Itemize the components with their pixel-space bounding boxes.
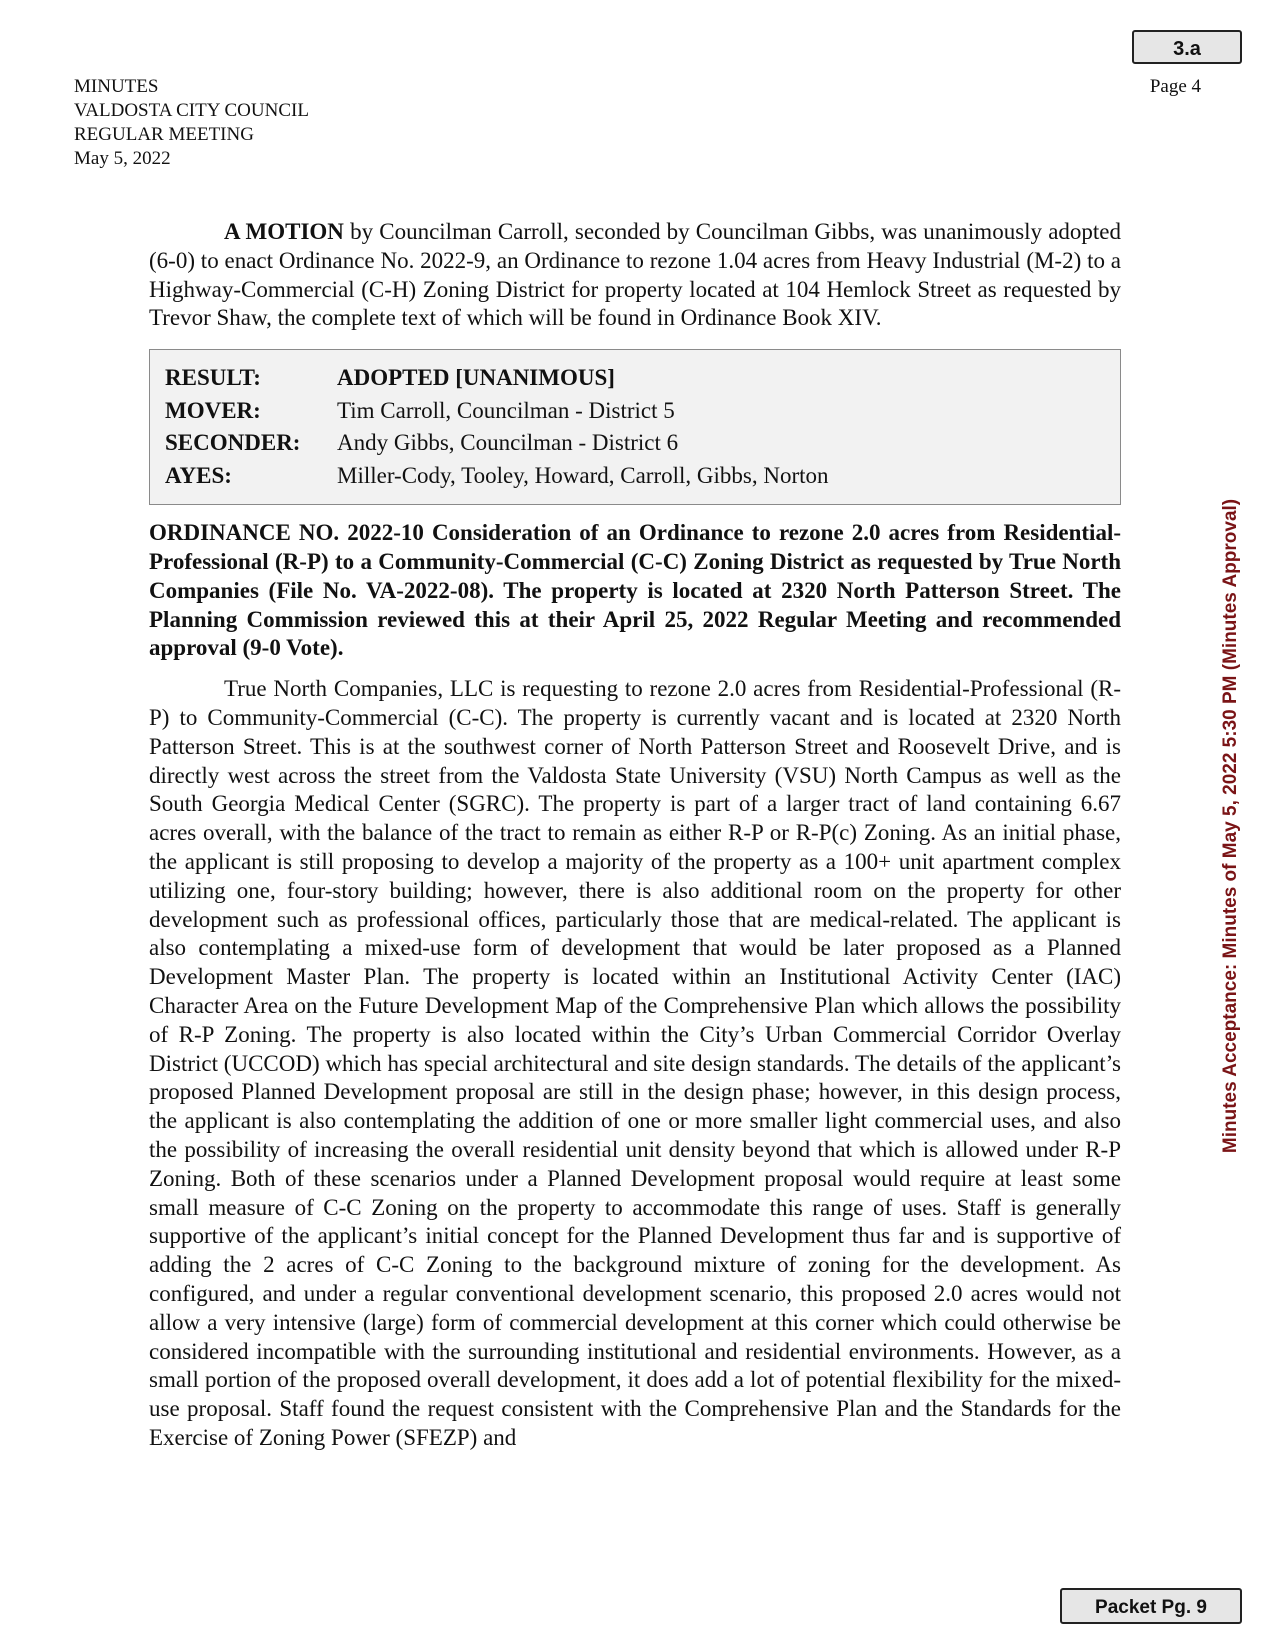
- minutes-acceptance-note: Minutes Acceptance: Minutes of May 5, 2022 5:30 PM (Minutes Approval): [1220, 498, 1241, 1154]
- packet-page-label: Packet Pg. 9: [1060, 1588, 1242, 1624]
- mover-label: MOVER:: [165, 397, 261, 423]
- vote-result-box: [149, 349, 1121, 505]
- header-date: May 5, 2022: [74, 148, 171, 169]
- ayes-label: AYES:: [165, 462, 232, 488]
- page-number: Page 4: [1149, 76, 1201, 97]
- result-value: ADOPTED [UNANIMOUS]: [337, 365, 615, 391]
- mover-row: [165, 395, 1104, 428]
- motion-lead: A MOTION: [224, 219, 344, 244]
- header-line: MINUTES: [74, 76, 159, 97]
- result-row: [165, 362, 1104, 395]
- header-line: VALDOSTA CITY COUNCIL: [74, 100, 309, 121]
- seconder-row: [165, 427, 1104, 460]
- motion-paragraph: [149, 218, 1121, 333]
- ordinance-body: True North Companies, LLC is requesting to rezone 2.0 acres from Residential-Professional (R-P) to Community-Commercial (C-C). The property is currently vacant and is located at 2320 North Patterson Street. This is at the southwest corner of North Patterson Street and Roosevelt Drive, and is directly west across the street from the Valdosta State University (VSU) North Campus as well as the South Georgia Medical Center (SGRC). The property is part of a larger tract of land containing 6.67 acres overall, with the balance of the tract to remain as either R-P or R-P(c) Zoning. As an initial phase, the applicant is still proposing to develop a majority of the property as a 100+ unit apartment complex utilizing one, four-story building; however, there is also additional room on the property for other development such as professional offices, particularly those that are medical-related. The applicant is also contemplating a mixed-use form of development that would be later proposed as a Planned Development Master Plan. The property is located within an Institutional Activity Center (IAC) Character Area on the Future Development Map of the Comprehensive Plan which allows the possibility of R-P Zoning. The property is also located within the City’s Urban Commercial Corridor Overlay District (UCCOD) which has special architectural and site design standards. The details of the applicant’s proposed Planned Development proposal are still in the design phase; however, in this design process, the applicant is also contemplating the addition of one or more smaller light commercial uses, and also the possibility of increasing the overall residential unit density beyond that which is allowed under R-P Zoning. Both of these scenarios under a Planned Development proposal would require at least some small measure of C-C Zoning on the property to accommodate this range of uses. Staff is generally supportive of the applicant’s initial concept for the Planned Development thus far and is supportive of adding the 2 acres of C-C Zoning to the background mixture of zoning for the development. As configured, and under a regular conventional development scenario, this proposed 2.0 acres would not allow a very intensive (large) form of commercial development at this corner which could otherwise be considered incompatible with the surrounding institutional and residential environments. However, as a small portion of the proposed overall development, it does add a lot of potential flexibility for the mixed-use proposal. Staff found the request consistent with the Comprehensive Plan and the Standards for the Exercise of Zoning Power (SFEZP) and: [149, 676, 1121, 1450]
- ayes-value: Miller-Cody, Tooley, Howard, Carroll, Gibbs, Norton: [337, 462, 829, 488]
- ordinance-heading: ORDINANCE NO. 2022-10 Consideration of an Ordinance to rezone 2.0 acres from Residential-Professional (R-P) to a Community-Commercial (C-C) Zoning District as requested by True North Companies (File No. VA-2022-08). The property is located at 2320 North Patterson Street. The Planning Commission reviewed this at their April 25, 2022 Regular Meeting and recommended approval (9-0 Vote).: [149, 520, 1121, 661]
- result-label: RESULT:: [165, 365, 261, 391]
- document-body: [149, 218, 1121, 1453]
- document-header: [74, 75, 309, 171]
- attachment-tag: 3.a: [1132, 30, 1242, 64]
- motion-text: by Councilman Carroll, seconded by Councilman Gibbs, was unanimously adopted (6-0) to enact Ordinance No. 2022-9, an Ordinance to rezone 1.04 acres from Heavy Industrial (M-2) to a Highway-Commercial (C-H) Zoning District for property located at 104 Hemlock Street as requested by Trevor Shaw, the complete text of which will be found in Ordinance Book XIV.: [149, 219, 1122, 331]
- seconder-label: SECONDER:: [165, 430, 301, 456]
- mover-value: Tim Carroll, Councilman - District 5: [337, 397, 675, 423]
- seconder-value: Andy Gibbs, Councilman - District 6: [337, 430, 679, 456]
- header-line: REGULAR MEETING: [74, 124, 254, 145]
- ayes-row: [165, 460, 1104, 493]
